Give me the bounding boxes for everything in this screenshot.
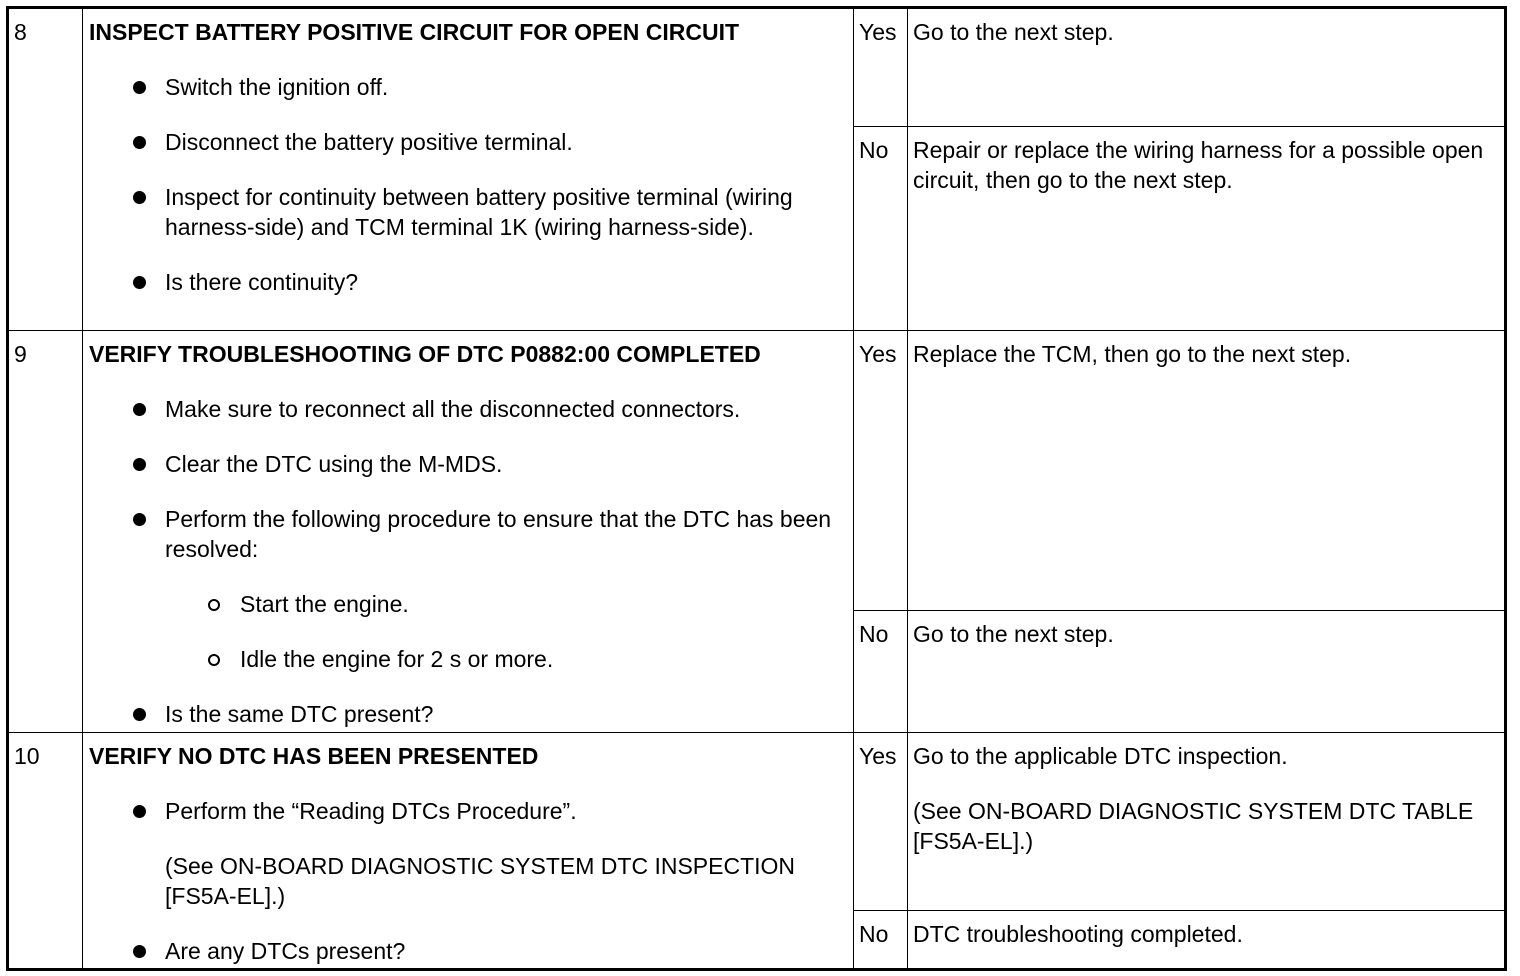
inspection-item: Are any DTCs present? [89, 936, 843, 966]
no-action: Go to the next step. [908, 611, 1506, 733]
step-number: 9 [8, 331, 83, 733]
inspection-item [89, 504, 843, 674]
inspection-list [89, 394, 843, 729]
troubleshooting-table [6, 6, 1507, 971]
inspection-item-text: Perform the following procedure to ensure that the DTC has been resolved: [165, 506, 832, 562]
procedure-sublist [165, 589, 843, 674]
inspection-item: Inspect for continuity between battery positive terminal (wiring harness-side) and TCM terminal 1K (wiring harness-side). [89, 182, 843, 242]
inspection-item: Switch the ignition off. [89, 72, 843, 102]
no-action: Repair or replace the wiring harness for a possible open circuit, then go to the next step. [908, 127, 1506, 331]
step-title: VERIFY TROUBLESHOOTING OF DTC P0882:00 COMPLETED [89, 341, 761, 367]
inspection-item-text: Perform the “Reading DTCs Procedure”. [165, 798, 577, 824]
inspection-item: Is there continuity? [89, 267, 843, 297]
step-8-row-yes [8, 8, 1506, 127]
inspection-item: Is the same DTC present? [89, 699, 843, 729]
reference-note: (See ON-BOARD DIAGNOSTIC SYSTEM DTC TABLE [FS5A-EL].) [913, 798, 1474, 854]
step-title: VERIFY NO DTC HAS BEEN PRESENTED [89, 743, 539, 769]
inspection-list [89, 72, 843, 297]
no-label: No [854, 911, 908, 970]
yes-label: Yes [854, 733, 908, 911]
inspection-item: Make sure to reconnect all the disconnected connectors. [89, 394, 843, 424]
procedure-subitem: Idle the engine for 2 s or more. [165, 644, 843, 674]
inspection-item [89, 796, 843, 911]
inspection-list [89, 796, 843, 966]
step-10-row-yes [8, 733, 1506, 911]
no-label: No [854, 611, 908, 733]
yes-action-cell [908, 733, 1506, 911]
yes-action: Go to the next step. [908, 8, 1506, 127]
step-number: 10 [8, 733, 83, 970]
inspection-cell [83, 733, 854, 970]
inspection-item: Disconnect the battery positive terminal. [89, 127, 843, 157]
inspection-cell [83, 331, 854, 733]
yes-label: Yes [854, 8, 908, 127]
yes-action: Replace the TCM, then go to the next step. [908, 331, 1506, 611]
yes-action: Go to the applicable DTC inspection. [913, 743, 1288, 769]
yes-label: Yes [854, 331, 908, 611]
procedure-subitem: Start the engine. [165, 589, 843, 619]
reference-note: (See ON-BOARD DIAGNOSTIC SYSTEM DTC INSPECTION [FS5A-EL].) [165, 853, 796, 909]
no-action: DTC troubleshooting completed. [908, 911, 1506, 970]
inspection-item: Clear the DTC using the M-MDS. [89, 449, 843, 479]
step-9-row-yes [8, 331, 1506, 611]
step-title: INSPECT BATTERY POSITIVE CIRCUIT FOR OPEN CIRCUIT [89, 19, 740, 45]
no-label: No [854, 127, 908, 331]
inspection-cell [83, 8, 854, 331]
step-number: 8 [8, 8, 83, 331]
